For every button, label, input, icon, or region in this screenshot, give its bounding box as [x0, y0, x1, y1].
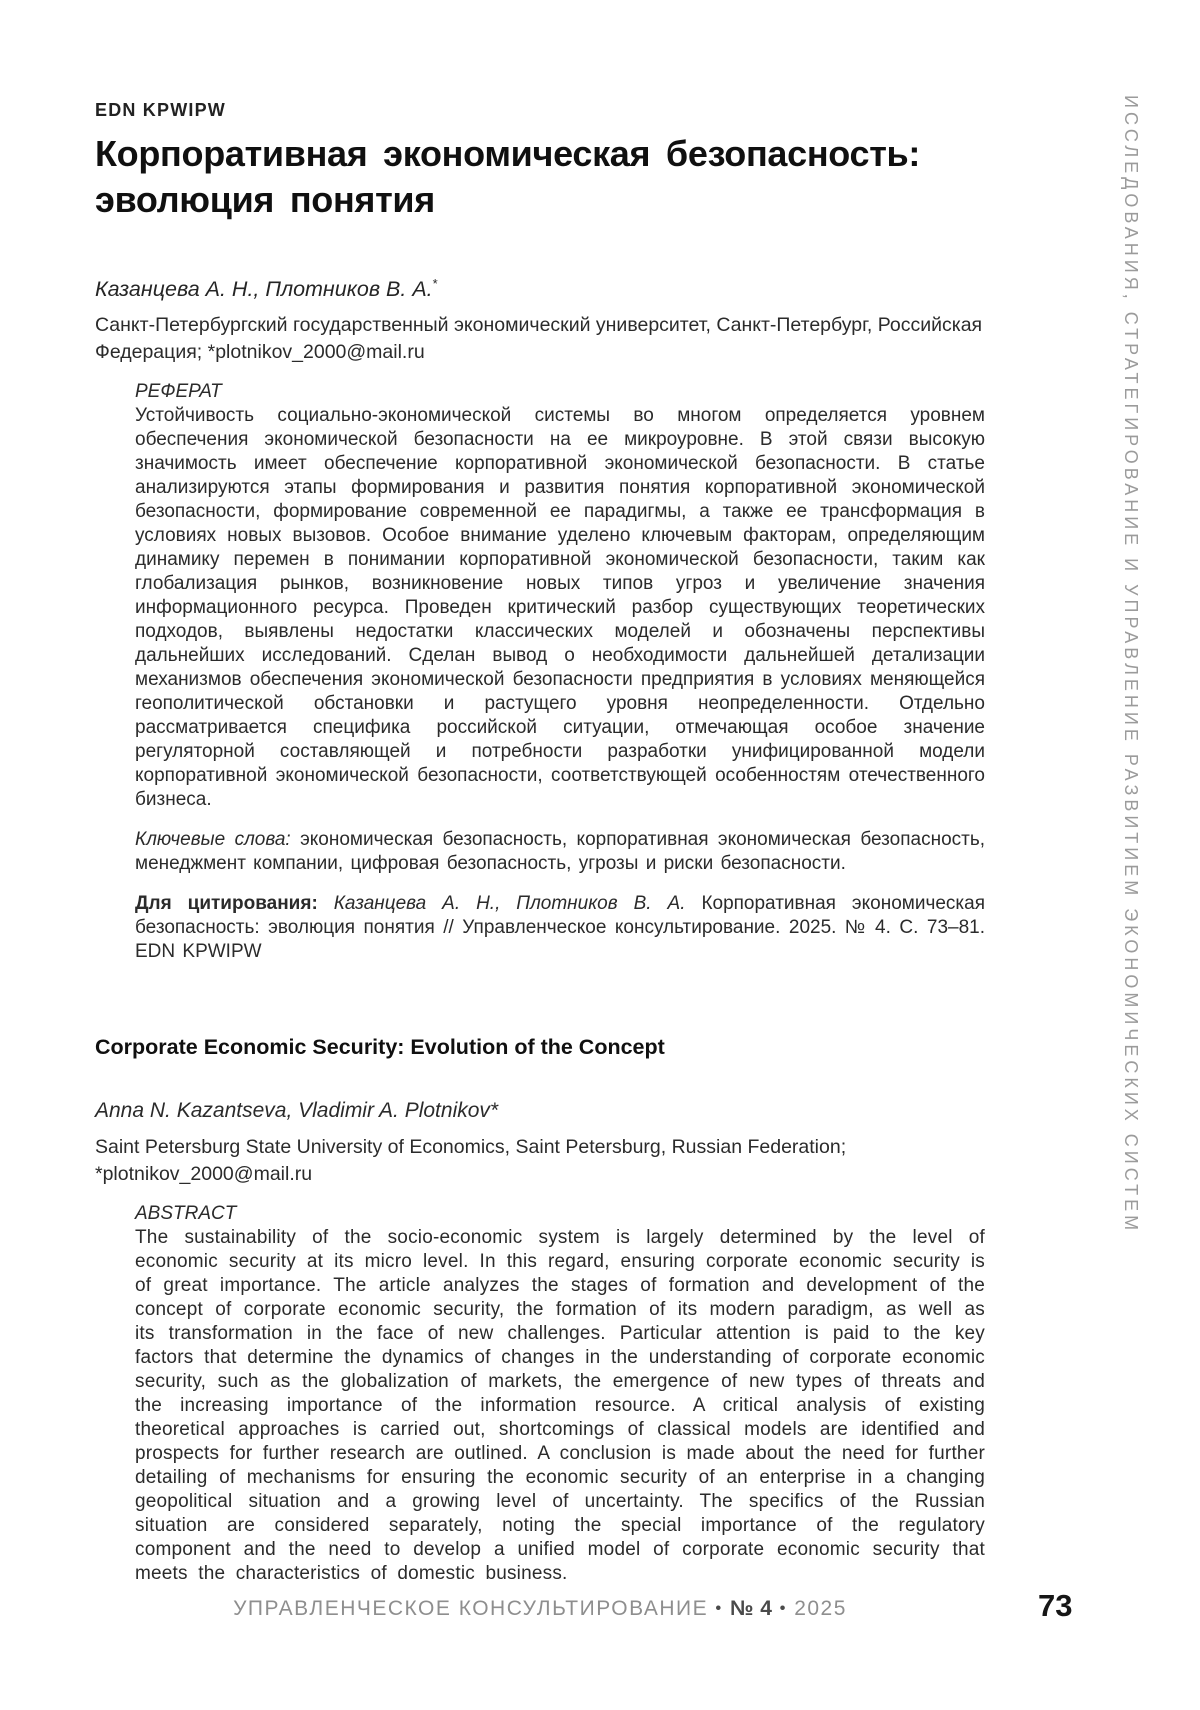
footer-separator-left: •	[715, 1600, 723, 1617]
footer-issue-number: № 4	[729, 1597, 773, 1620]
authors-ru-names: Казанцева А. Н., Плотников В. А.	[95, 277, 433, 302]
section-vertical-label: ИССЛЕДОВАНИЯ, СТРАТЕГИРОВАНИЕ И УПРАВЛЕНИЕ РАЗВИТИЕМ ЭКОНОМИЧЕСКИХ СИСТЕМ	[1121, 95, 1141, 1235]
keywords-label-ru: Ключевые слова:	[135, 829, 291, 851]
keywords-text-ru: экономическая безопасность, корпоративная экономическая безопасность, менеджмент компании, цифровая безопасность, угрозы и риски безопасности.	[135, 829, 986, 875]
abstract-label-en: ABSTRACT	[135, 1203, 237, 1225]
citation-ru	[135, 892, 985, 964]
affiliation-en: Saint Petersburg State University of Economics, Saint Petersburg, Russian Federation; *plotnikov_2000@mail.ru	[95, 1136, 847, 1186]
authors-ru	[95, 271, 985, 302]
citation-text: Корпоративная экономическая безопасность: эволюция понятия // Управленческое консультирование. 2025. № 4. С. 73–81. EDN KPWIPW	[135, 893, 985, 963]
abstract-text-en: The sustainability of the socio-economic system is largely determined by the level of economic security at its micro level. In this regard, ensuring corporate economic security is of great importance. The article analyzes the stages of formation and development of the concept of corporate economic security, the formation of its modern paradigm, as well as its transformation in the face of new challenges. Particular attention is paid to the key factors that determine the dynamics of changes in the understanding of corporate economic security, such as the globalization of markets, the emergence of new types of threats and the increasing importance of the information resource. A critical analysis of existing theoretical approaches is carried out, shortcomings of classical models are identified and prospects for further research are outlined. A conclusion is made about the need for further detailing of mechanisms for ensuring the economic security of an enterprise in a changing geopolitical situation and a growing level of uncertainty. The specifics of the Russian situation are considered separately, noting the special importance of the regulatory component and the need to develop a unified model of corporate economic security that meets the characteristics of domestic business.	[135, 1227, 985, 1585]
footer-year: 2025	[794, 1597, 847, 1620]
footer-separator-right: •	[779, 1600, 787, 1617]
abstract-en-block	[135, 1202, 985, 1586]
abstract-ru-block	[135, 380, 985, 964]
abstract-label-ru: РЕФЕРАТ	[135, 381, 222, 403]
edn-code: EDN KPWIPW	[95, 100, 226, 120]
keywords-ru	[135, 828, 985, 876]
article-title-en: Corporate Economic Security: Evolution of the Concept	[95, 1035, 665, 1060]
author-footnote-marker: *	[432, 276, 438, 291]
footer-journal-name: УПРАВЛЕНЧЕСКОЕ КОНСУЛЬТИРОВАНИЕ	[233, 1597, 709, 1620]
article-title-ru: Корпоративная экономическая безопасность: эволюция понятия	[95, 133, 921, 220]
footer-journal-line	[95, 1597, 985, 1621]
citation-label: Для цитирования:	[135, 893, 318, 915]
page-number: 73	[1038, 1588, 1073, 1623]
citation-authors: Казанцева А. Н., Плотников В. А.	[333, 893, 686, 915]
abstract-text-ru: Устойчивость социально-экономической системы во многом определяется уровнем обеспечения экономической безопасности на ее микроуровне. В этой связи высокую значимость имеет обеспечение корпоративной экономической безопасности. В статье анализируются этапы формирования и развития понятия корпоративной экономической безопасности, формирование современной ее парадигмы, а также ее трансформация в условиях новых вызовов. Особое внимание уделено ключевым факторам, определяющим динамику перемен в понимании корпоративной экономической безопасности, таким как глобализация рынков, возникновение новых типов угроз и увеличение значения информационного ресурса. Проведен критический разбор существующих теоретических подходов, выявлены недостатки классических моделей и обозначены перспективы дальнейших исследований. Сделан вывод о необходимости дальнейшей детализации механизмов обеспечения экономической безопасности предприятия в условиях меняющейся геополитической обстановки и растущего уровня неопределенности. Отдельно рассматривается специфика российской ситуации, отмечающая особое значение регуляторной составляющей и потребности разработки унифицированной модели корпоративной экономической безопасности, соответствующей особенностям отечественного бизнеса.	[135, 405, 985, 811]
affiliation-ru: Санкт-Петербургский государственный экономический университет, Санкт-Петербург, Российская Федерация; *plotnikov_2000@mail.ru	[95, 314, 983, 364]
authors-en: Anna N. Kazantseva, Vladimir A. Plotnikov*	[95, 1099, 499, 1123]
article-content	[95, 100, 985, 1586]
